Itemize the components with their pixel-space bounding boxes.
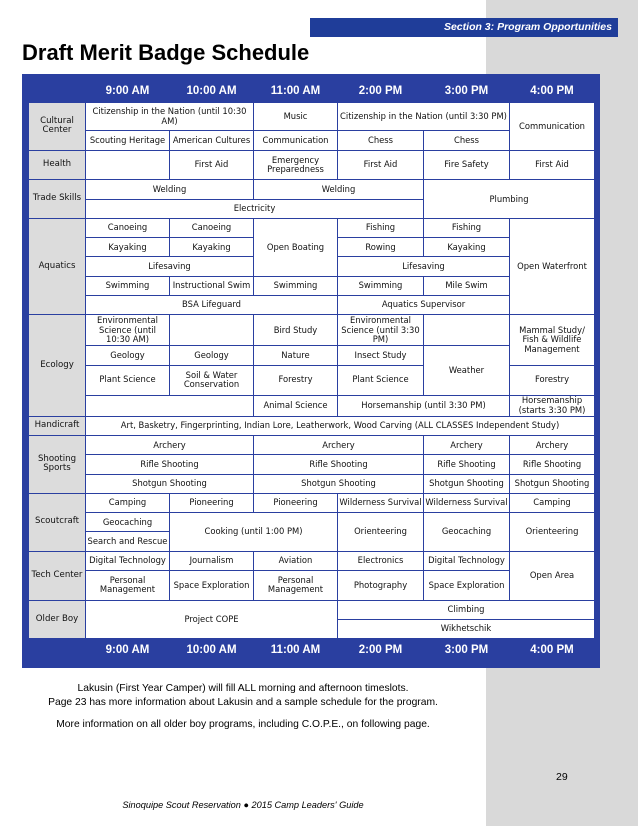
class-cell: Bird Study xyxy=(254,315,338,346)
class-cell: Personal Management xyxy=(254,570,338,600)
page-title: Draft Merit Badge Schedule xyxy=(22,40,310,65)
class-cell: Space Exploration xyxy=(170,570,254,600)
class-cell: Citizenship in the Nation (until 10:30 AM) xyxy=(86,103,254,131)
class-cell: Rifle Shooting xyxy=(86,455,254,474)
corner-cell xyxy=(29,639,86,662)
class-cell: Fire Safety xyxy=(424,150,510,180)
class-cell: Geology xyxy=(170,346,254,365)
area-label: Cultural Center xyxy=(29,103,86,150)
time-header-row xyxy=(29,81,595,103)
area-label: Handicraft xyxy=(29,416,86,435)
class-cell: Chess xyxy=(424,131,510,150)
class-cell: Forestry xyxy=(510,365,595,395)
class-cell: Rifle Shooting xyxy=(254,455,424,474)
time-header: 9:00 AM xyxy=(86,639,170,662)
class-cell: Welding xyxy=(254,180,424,199)
class-cell: Geology xyxy=(86,346,170,365)
empty-cell xyxy=(170,315,254,346)
class-cell: Lifesaving xyxy=(338,257,510,276)
class-cell: Electricity xyxy=(86,199,424,218)
time-header: 11:00 AM xyxy=(254,81,338,103)
class-cell: Archery xyxy=(254,436,424,455)
class-cell: Geocaching xyxy=(86,513,170,532)
class-cell: Camping xyxy=(510,493,595,512)
class-cell: Wikhetschik xyxy=(338,620,595,639)
class-cell: Pioneering xyxy=(170,493,254,512)
empty-cell xyxy=(86,150,170,180)
class-cell: Plumbing xyxy=(424,180,595,219)
class-cell: First Aid xyxy=(510,150,595,180)
table-row xyxy=(29,455,595,474)
class-cell: Music xyxy=(254,103,338,131)
area-label: Scoutcraft xyxy=(29,493,86,551)
class-cell: Fishing xyxy=(424,218,510,237)
time-header: 2:00 PM xyxy=(338,639,424,662)
class-cell: Wilderness Survival xyxy=(424,493,510,512)
class-cell: American Cultures xyxy=(170,131,254,150)
class-cell: Project COPE xyxy=(86,600,338,639)
class-cell: Pioneering xyxy=(254,493,338,512)
area-label: Shooting Sports xyxy=(29,436,86,494)
area-label: Older Boy xyxy=(29,600,86,639)
class-cell: Communication xyxy=(510,103,595,150)
class-cell: Digital Technology xyxy=(424,551,510,570)
class-cell: Soil & Water Conservation xyxy=(170,365,254,395)
class-cell: Open Area xyxy=(510,551,595,600)
class-cell: Forestry xyxy=(254,365,338,395)
class-cell: Journalism xyxy=(170,551,254,570)
older-boy-note: More information on all older boy programs, including C.O.P.E., on following page. xyxy=(56,719,430,730)
area-label: Aquatics xyxy=(29,218,86,314)
class-cell: Mile Swim xyxy=(424,276,510,295)
class-cell: Archery xyxy=(424,436,510,455)
time-header: 3:00 PM xyxy=(424,81,510,103)
class-cell: Shotgun Shooting xyxy=(254,474,424,493)
table-row xyxy=(29,513,595,532)
time-header: 3:00 PM xyxy=(424,639,510,662)
class-cell: Scouting Heritage xyxy=(86,131,170,150)
class-cell: Art, Basketry, Fingerprinting, Indian Lore, Leatherwork, Wood Carving (ALL CLASSES Independent Study) xyxy=(86,416,595,435)
empty-cell xyxy=(424,315,510,346)
table-row xyxy=(29,315,595,346)
time-header: 4:00 PM xyxy=(510,639,595,662)
class-cell: Plant Science xyxy=(86,365,170,395)
time-footer-row xyxy=(29,639,595,662)
class-cell: Rowing xyxy=(338,238,424,257)
class-cell: Kayaking xyxy=(86,238,170,257)
class-cell: Swimming xyxy=(86,276,170,295)
table-row xyxy=(29,474,595,493)
class-cell: Personal Management xyxy=(86,570,170,600)
class-cell: Wilderness Survival xyxy=(338,493,424,512)
class-cell: Kayaking xyxy=(170,238,254,257)
page23-note: Page 23 has more information about Lakusin and a sample schedule for the program. xyxy=(48,697,438,708)
table-row xyxy=(29,180,595,199)
class-cell: Horsemanship (starts 3:30 PM) xyxy=(510,395,595,416)
class-cell: Cooking (until 1:00 PM) xyxy=(170,513,338,552)
class-cell: Shotgun Shooting xyxy=(86,474,254,493)
class-cell: Open Waterfront xyxy=(510,218,595,314)
class-cell: Archery xyxy=(86,436,254,455)
class-cell: Aviation xyxy=(254,551,338,570)
corner-cell xyxy=(29,81,86,103)
table-row xyxy=(29,551,595,570)
class-cell: Chess xyxy=(338,131,424,150)
class-cell: Digital Technology xyxy=(86,551,170,570)
class-cell: Lifesaving xyxy=(86,257,254,276)
class-cell: Kayaking xyxy=(424,238,510,257)
table-row xyxy=(29,365,595,395)
class-cell: Rifle Shooting xyxy=(510,455,595,474)
class-cell: Space Exploration xyxy=(424,570,510,600)
class-cell: Citizenship in the Nation (until 3:30 PM) xyxy=(338,103,510,131)
class-cell: Swimming xyxy=(338,276,424,295)
class-cell: Insect Study xyxy=(338,346,424,365)
class-cell: Archery xyxy=(510,436,595,455)
class-cell: Climbing xyxy=(338,600,595,619)
table-row xyxy=(29,416,595,435)
time-header: 10:00 AM xyxy=(170,81,254,103)
class-cell: Shotgun Shooting xyxy=(424,474,510,493)
time-header: 9:00 AM xyxy=(86,81,170,103)
class-cell: Fishing xyxy=(338,218,424,237)
class-cell: Welding xyxy=(86,180,254,199)
table-row xyxy=(29,395,595,416)
table-row xyxy=(29,436,595,455)
class-cell: Shotgun Shooting xyxy=(510,474,595,493)
class-cell: Mammal Study/ Fish & Wildlife Management xyxy=(510,315,595,366)
class-cell: Open Boating xyxy=(254,218,338,276)
class-cell: Plant Science xyxy=(338,365,424,395)
class-cell: Environmental Science (until 3:30 PM) xyxy=(338,315,424,346)
schedule-frame xyxy=(22,74,600,668)
class-cell: Orienteering xyxy=(510,513,595,552)
empty-cell xyxy=(86,395,254,416)
class-cell: Electronics xyxy=(338,551,424,570)
class-cell: Orienteering xyxy=(338,513,424,552)
time-header: 2:00 PM xyxy=(338,81,424,103)
class-cell: Swimming xyxy=(254,276,338,295)
table-row xyxy=(29,103,595,131)
class-cell: Horsemanship (until 3:30 PM) xyxy=(338,395,510,416)
table-row xyxy=(29,600,595,619)
time-header: 10:00 AM xyxy=(170,639,254,662)
time-header: 11:00 AM xyxy=(254,639,338,662)
class-cell: Aquatics Supervisor xyxy=(338,295,510,314)
class-cell: Emergency Preparedness xyxy=(254,150,338,180)
area-label: Ecology xyxy=(29,315,86,417)
class-cell: First Aid xyxy=(170,150,254,180)
class-cell: Instructional Swim xyxy=(170,276,254,295)
table-row xyxy=(29,150,595,180)
lakusin-note: Lakusin (First Year Camper) will fill ALL morning and afternoon timeslots. xyxy=(77,683,409,694)
class-cell: Photography xyxy=(338,570,424,600)
class-cell: Canoeing xyxy=(86,218,170,237)
area-label: Health xyxy=(29,150,86,180)
schedule-table xyxy=(28,80,595,662)
table-row xyxy=(29,218,595,237)
section-banner: Section 3: Program Opportunities xyxy=(310,18,618,37)
class-cell: First Aid xyxy=(338,150,424,180)
class-cell: BSA Lifeguard xyxy=(86,295,338,314)
class-cell: Weather xyxy=(424,346,510,395)
class-cell: Canoeing xyxy=(170,218,254,237)
class-cell: Search and Rescue xyxy=(86,532,170,551)
class-cell: Animal Science xyxy=(254,395,338,416)
class-cell: Nature xyxy=(254,346,338,365)
class-cell: Camping xyxy=(86,493,170,512)
footer-guide-title: Sinoquipe Scout Reservation ● 2015 Camp Leaders' Guide xyxy=(122,800,364,810)
class-cell: Environmental Science (until 10:30 AM) xyxy=(86,315,170,346)
time-header: 4:00 PM xyxy=(510,81,595,103)
page-number: 29 xyxy=(556,771,568,783)
area-label: Trade Skills xyxy=(29,180,86,219)
area-label: Tech Center xyxy=(29,551,86,600)
class-cell: Rifle Shooting xyxy=(424,455,510,474)
class-cell: Geocaching xyxy=(424,513,510,552)
class-cell: Communication xyxy=(254,131,338,150)
table-row xyxy=(29,493,595,512)
